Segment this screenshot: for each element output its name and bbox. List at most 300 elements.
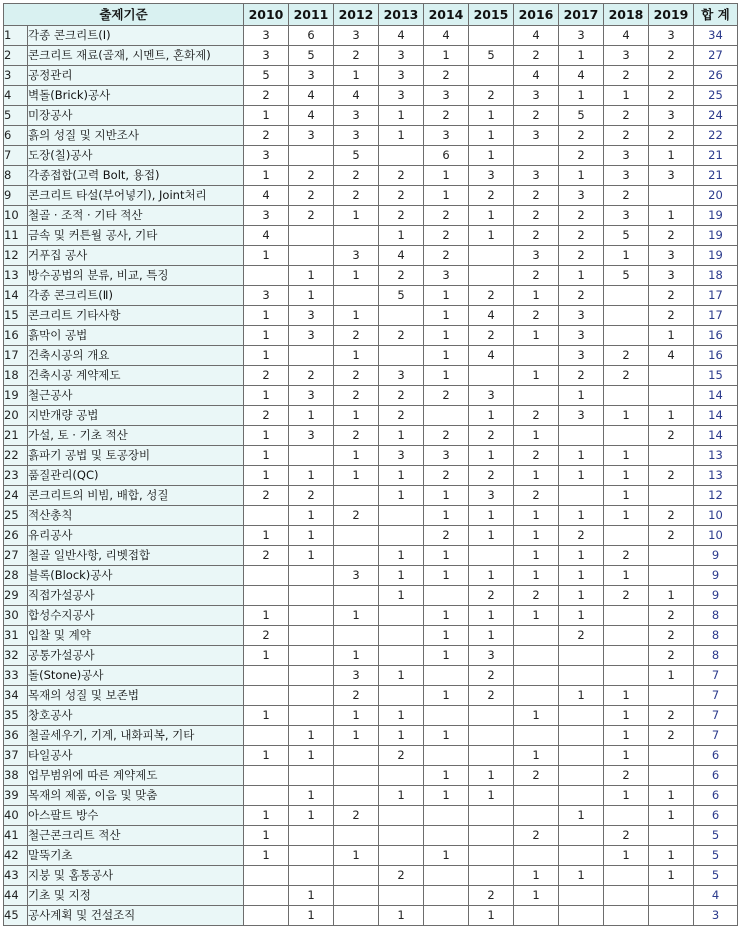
year-value-cell: 1	[469, 126, 514, 146]
total-cell: 7	[694, 706, 738, 726]
total-cell: 9	[694, 586, 738, 606]
year-header: 2012	[334, 4, 379, 26]
year-value-cell: 4	[649, 346, 694, 366]
year-value-cell	[604, 526, 649, 546]
year-value-cell: 1	[244, 446, 289, 466]
year-value-cell	[289, 346, 334, 366]
year-value-cell: 1	[244, 646, 289, 666]
year-value-cell	[424, 746, 469, 766]
year-value-cell: 2	[649, 46, 694, 66]
year-value-cell	[559, 746, 604, 766]
year-value-cell: 1	[379, 466, 424, 486]
year-value-cell: 4	[424, 26, 469, 46]
year-value-cell: 1	[289, 746, 334, 766]
total-cell: 10	[694, 506, 738, 526]
year-value-cell	[649, 886, 694, 906]
year-value-cell: 3	[334, 26, 379, 46]
year-value-cell: 1	[559, 806, 604, 826]
criteria-cell: 흙막이 공법	[28, 326, 244, 346]
year-value-cell	[334, 546, 379, 566]
year-value-cell	[514, 666, 559, 686]
year-value-cell	[559, 786, 604, 806]
year-value-cell: 3	[469, 386, 514, 406]
criteria-cell: 철골세우기, 기계, 내화피복, 기타	[28, 726, 244, 746]
row-number: 42	[4, 846, 28, 866]
criteria-cell: 미장공사	[28, 106, 244, 126]
row-number: 28	[4, 566, 28, 586]
year-value-cell	[514, 846, 559, 866]
row-number: 21	[4, 426, 28, 446]
year-value-cell: 2	[514, 486, 559, 506]
year-value-cell: 1	[379, 426, 424, 446]
year-value-cell: 2	[334, 506, 379, 526]
year-value-cell: 2	[649, 606, 694, 626]
year-header: 2011	[289, 4, 334, 26]
year-value-cell: 2	[469, 586, 514, 606]
year-value-cell: 3	[289, 326, 334, 346]
table-row	[4, 666, 738, 686]
year-value-cell: 2	[334, 186, 379, 206]
year-value-cell: 1	[424, 766, 469, 786]
row-number: 9	[4, 186, 28, 206]
year-value-cell: 1	[424, 46, 469, 66]
year-value-cell	[514, 686, 559, 706]
criteria-cell: 공통가설공사	[28, 646, 244, 666]
year-value-cell	[514, 806, 559, 826]
criteria-cell: 콘크리트 재료(골재, 시멘트, 혼화제)	[28, 46, 244, 66]
year-value-cell: 3	[379, 86, 424, 106]
table-row	[4, 26, 738, 46]
year-value-cell: 3	[604, 46, 649, 66]
year-value-cell	[244, 586, 289, 606]
total-cell: 19	[694, 246, 738, 266]
year-value-cell	[514, 906, 559, 926]
year-value-cell: 2	[649, 306, 694, 326]
table-row	[4, 66, 738, 86]
year-value-cell: 1	[514, 546, 559, 566]
year-value-cell: 2	[424, 526, 469, 546]
year-value-cell: 1	[649, 846, 694, 866]
criteria-cell: 목재의 성질 및 보존법	[28, 686, 244, 706]
year-value-cell: 2	[379, 206, 424, 226]
year-value-cell	[469, 706, 514, 726]
year-value-cell: 3	[469, 646, 514, 666]
year-value-cell: 1	[559, 606, 604, 626]
year-value-cell: 1	[469, 226, 514, 246]
row-number: 36	[4, 726, 28, 746]
year-header: 2018	[604, 4, 649, 26]
year-value-cell: 1	[604, 406, 649, 426]
year-value-cell: 2	[334, 806, 379, 826]
year-value-cell	[244, 886, 289, 906]
year-value-cell: 1	[334, 726, 379, 746]
year-value-cell: 1	[604, 726, 649, 746]
year-value-cell: 3	[649, 106, 694, 126]
year-value-cell: 2	[334, 686, 379, 706]
year-value-cell	[469, 246, 514, 266]
year-value-cell	[379, 346, 424, 366]
table-row	[4, 626, 738, 646]
year-value-cell: 1	[514, 286, 559, 306]
year-value-cell	[514, 346, 559, 366]
year-value-cell: 1	[559, 586, 604, 606]
year-value-cell	[469, 846, 514, 866]
year-value-cell: 1	[289, 726, 334, 746]
year-value-cell: 3	[334, 566, 379, 586]
year-value-cell	[649, 486, 694, 506]
year-header: 2013	[379, 4, 424, 26]
criteria-cell: 철골 · 조적 · 기타 적산	[28, 206, 244, 226]
year-value-cell	[379, 826, 424, 846]
year-value-cell: 1	[379, 106, 424, 126]
year-value-cell: 2	[559, 146, 604, 166]
year-value-cell	[244, 866, 289, 886]
year-value-cell: 1	[604, 486, 649, 506]
year-value-cell: 2	[604, 826, 649, 846]
year-value-cell: 1	[244, 166, 289, 186]
year-value-cell: 1	[514, 326, 559, 346]
year-value-cell: 3	[379, 46, 424, 66]
year-value-cell: 2	[379, 326, 424, 346]
year-value-cell	[649, 366, 694, 386]
year-value-cell: 2	[424, 66, 469, 86]
year-value-cell: 3	[334, 666, 379, 686]
year-value-cell: 2	[514, 406, 559, 426]
row-number: 24	[4, 486, 28, 506]
year-value-cell: 1	[649, 586, 694, 606]
year-value-cell	[424, 706, 469, 726]
year-value-cell: 2	[334, 46, 379, 66]
year-value-cell: 1	[244, 706, 289, 726]
year-value-cell: 1	[514, 566, 559, 586]
year-value-cell	[244, 666, 289, 686]
year-value-cell	[289, 846, 334, 866]
year-value-cell	[244, 506, 289, 526]
row-number: 16	[4, 326, 28, 346]
year-value-cell: 1	[649, 146, 694, 166]
table-row	[4, 46, 738, 66]
table-row	[4, 306, 738, 326]
year-value-cell: 1	[424, 186, 469, 206]
year-value-cell: 4	[334, 86, 379, 106]
year-value-cell: 4	[379, 246, 424, 266]
year-value-cell	[559, 826, 604, 846]
table-row	[4, 366, 738, 386]
criteria-cell: 지붕 및 홈통공사	[28, 866, 244, 886]
year-value-cell: 2	[424, 466, 469, 486]
year-value-cell: 2	[244, 366, 289, 386]
total-cell: 15	[694, 366, 738, 386]
year-value-cell: 1	[469, 566, 514, 586]
year-value-cell: 1	[244, 606, 289, 626]
year-value-cell: 1	[334, 846, 379, 866]
year-value-cell: 2	[559, 286, 604, 306]
criteria-cell: 유리공사	[28, 526, 244, 546]
year-value-cell: 2	[514, 46, 559, 66]
criteria-cell: 철골 일반사항, 리벳접합	[28, 546, 244, 566]
year-value-cell	[649, 686, 694, 706]
year-value-cell	[559, 766, 604, 786]
year-value-cell: 1	[424, 686, 469, 706]
year-value-cell: 1	[289, 786, 334, 806]
year-value-cell	[334, 586, 379, 606]
criteria-cell: 철근콘크리트 적산	[28, 826, 244, 846]
year-value-cell: 2	[379, 406, 424, 426]
year-value-cell: 1	[244, 526, 289, 546]
year-value-cell	[649, 386, 694, 406]
year-value-cell	[424, 666, 469, 686]
year-value-cell: 2	[514, 446, 559, 466]
year-value-cell: 1	[244, 746, 289, 766]
year-value-cell: 1	[559, 46, 604, 66]
year-value-cell: 4	[289, 86, 334, 106]
criteria-header: 출제기준	[4, 4, 244, 26]
table-row	[4, 146, 738, 166]
year-value-cell: 1	[424, 606, 469, 626]
year-value-cell	[604, 886, 649, 906]
criteria-cell: 각종 콘크리트(Ⅰ)	[28, 26, 244, 46]
total-cell: 8	[694, 606, 738, 626]
year-value-cell: 1	[379, 726, 424, 746]
year-value-cell: 1	[469, 506, 514, 526]
year-value-cell: 1	[424, 166, 469, 186]
year-value-cell: 2	[649, 126, 694, 146]
year-value-cell	[379, 846, 424, 866]
row-number: 35	[4, 706, 28, 726]
year-value-cell: 1	[514, 466, 559, 486]
criteria-cell: 콘크리트 기타사항	[28, 306, 244, 326]
year-value-cell	[379, 146, 424, 166]
year-value-cell: 1	[289, 886, 334, 906]
year-value-cell: 1	[424, 566, 469, 586]
year-value-cell: 2	[514, 206, 559, 226]
row-number: 43	[4, 866, 28, 886]
row-number: 6	[4, 126, 28, 146]
year-value-cell: 2	[514, 826, 559, 846]
year-value-cell	[334, 886, 379, 906]
total-cell: 14	[694, 386, 738, 406]
year-value-cell	[514, 626, 559, 646]
year-value-cell: 1	[514, 606, 559, 626]
year-value-cell	[334, 486, 379, 506]
year-value-cell	[379, 686, 424, 706]
criteria-cell: 가설, 토 · 기초 적산	[28, 426, 244, 446]
year-value-cell: 1	[424, 646, 469, 666]
year-value-cell: 2	[289, 206, 334, 226]
year-header: 2019	[649, 4, 694, 26]
criteria-cell: 건축시공 계약제도	[28, 366, 244, 386]
table-row	[4, 886, 738, 906]
criteria-cell: 블록(Block)공사	[28, 566, 244, 586]
year-value-cell: 1	[244, 306, 289, 326]
year-value-cell: 3	[559, 186, 604, 206]
year-value-cell: 1	[289, 466, 334, 486]
year-value-cell: 1	[334, 66, 379, 86]
year-value-cell: 1	[649, 786, 694, 806]
year-value-cell: 1	[334, 466, 379, 486]
year-value-cell	[244, 786, 289, 806]
year-value-cell: 1	[604, 566, 649, 586]
year-value-cell: 1	[289, 506, 334, 526]
total-cell: 16	[694, 346, 738, 366]
row-number: 40	[4, 806, 28, 826]
year-value-cell: 2	[379, 266, 424, 286]
year-value-cell: 1	[289, 526, 334, 546]
year-value-cell: 2	[244, 126, 289, 146]
year-value-cell: 2	[469, 466, 514, 486]
criteria-cell: 기초 및 지정	[28, 886, 244, 906]
year-value-cell: 1	[649, 806, 694, 826]
criteria-cell: 직접가설공사	[28, 586, 244, 606]
total-cell: 21	[694, 166, 738, 186]
year-value-cell: 1	[604, 686, 649, 706]
year-value-cell	[559, 846, 604, 866]
year-value-cell: 1	[334, 266, 379, 286]
year-header: 2010	[244, 4, 289, 26]
year-value-cell	[469, 366, 514, 386]
year-value-cell: 1	[514, 426, 559, 446]
row-number: 20	[4, 406, 28, 426]
row-number: 23	[4, 466, 28, 486]
year-value-cell	[334, 906, 379, 926]
year-value-cell	[244, 766, 289, 786]
year-value-cell	[514, 786, 559, 806]
year-value-cell: 1	[379, 586, 424, 606]
year-value-cell	[289, 586, 334, 606]
year-value-cell: 1	[424, 846, 469, 866]
row-number: 41	[4, 826, 28, 846]
year-value-cell: 1	[334, 446, 379, 466]
year-value-cell	[334, 526, 379, 546]
year-value-cell: 4	[514, 26, 559, 46]
year-value-cell: 2	[514, 586, 559, 606]
year-value-cell	[604, 666, 649, 686]
year-value-cell	[559, 886, 604, 906]
year-value-cell: 5	[559, 106, 604, 126]
row-number: 29	[4, 586, 28, 606]
year-value-cell: 1	[514, 526, 559, 546]
year-value-cell: 1	[559, 506, 604, 526]
year-value-cell	[334, 286, 379, 306]
total-cell: 6	[694, 806, 738, 826]
year-value-cell: 1	[424, 326, 469, 346]
table-row	[4, 346, 738, 366]
year-value-cell: 5	[289, 46, 334, 66]
year-value-cell: 1	[469, 606, 514, 626]
year-value-cell: 2	[244, 546, 289, 566]
year-value-cell: 1	[379, 786, 424, 806]
year-value-cell	[514, 646, 559, 666]
year-value-cell	[334, 826, 379, 846]
table-row	[4, 226, 738, 246]
criteria-cell: 창호공사	[28, 706, 244, 726]
year-value-cell: 4	[289, 106, 334, 126]
criteria-cell: 품질관리(QC)	[28, 466, 244, 486]
year-value-cell: 1	[424, 726, 469, 746]
year-value-cell: 2	[469, 886, 514, 906]
year-value-cell	[289, 246, 334, 266]
year-value-cell	[289, 826, 334, 846]
year-value-cell: 1	[244, 386, 289, 406]
total-cell: 14	[694, 426, 738, 446]
year-value-cell: 3	[244, 206, 289, 226]
year-value-cell	[649, 906, 694, 926]
year-value-cell: 1	[334, 206, 379, 226]
total-cell: 8	[694, 626, 738, 646]
year-value-cell	[469, 546, 514, 566]
year-value-cell: 2	[424, 106, 469, 126]
year-value-cell: 2	[334, 426, 379, 446]
header-row	[4, 4, 738, 26]
year-value-cell: 3	[424, 266, 469, 286]
year-value-cell: 2	[424, 246, 469, 266]
year-value-cell	[649, 766, 694, 786]
year-value-cell: 1	[469, 146, 514, 166]
year-value-cell: 2	[604, 546, 649, 566]
year-value-cell	[289, 666, 334, 686]
year-value-cell: 1	[649, 866, 694, 886]
year-value-cell: 6	[424, 146, 469, 166]
year-value-cell: 3	[424, 446, 469, 466]
year-value-cell: 1	[289, 286, 334, 306]
year-value-cell: 2	[649, 646, 694, 666]
year-value-cell	[559, 646, 604, 666]
table-row	[4, 206, 738, 226]
year-value-cell	[514, 726, 559, 746]
year-value-cell: 3	[289, 126, 334, 146]
year-value-cell: 2	[469, 666, 514, 686]
table-row	[4, 526, 738, 546]
total-cell: 10	[694, 526, 738, 546]
table-row	[4, 126, 738, 146]
total-cell: 27	[694, 46, 738, 66]
year-value-cell: 2	[244, 406, 289, 426]
table-row	[4, 246, 738, 266]
exam-criteria-table-container	[3, 3, 738, 926]
year-value-cell: 2	[649, 66, 694, 86]
criteria-cell: 각종접합(고력 Bolt, 용접)	[28, 166, 244, 186]
year-value-cell: 1	[424, 546, 469, 566]
year-value-cell: 2	[424, 426, 469, 446]
year-value-cell: 1	[469, 626, 514, 646]
row-number: 32	[4, 646, 28, 666]
criteria-cell: 건축시공의 개요	[28, 346, 244, 366]
year-value-cell: 1	[334, 406, 379, 426]
year-value-cell: 1	[514, 366, 559, 386]
year-value-cell	[379, 626, 424, 646]
criteria-cell: 각종 콘크리트(Ⅱ)	[28, 286, 244, 306]
year-value-cell: 2	[469, 86, 514, 106]
year-value-cell	[604, 326, 649, 346]
year-value-cell: 4	[244, 226, 289, 246]
row-number: 26	[4, 526, 28, 546]
total-cell: 9	[694, 546, 738, 566]
row-number: 3	[4, 66, 28, 86]
table-row	[4, 326, 738, 346]
year-value-cell: 1	[379, 486, 424, 506]
total-cell: 4	[694, 886, 738, 906]
year-value-cell: 3	[559, 346, 604, 366]
year-value-cell: 2	[469, 426, 514, 446]
year-value-cell: 2	[334, 326, 379, 346]
row-number: 31	[4, 626, 28, 646]
row-number: 44	[4, 886, 28, 906]
year-value-cell	[379, 606, 424, 626]
year-value-cell	[334, 746, 379, 766]
total-cell: 18	[694, 266, 738, 286]
criteria-cell: 돌(Stone)공사	[28, 666, 244, 686]
year-value-cell: 1	[379, 666, 424, 686]
